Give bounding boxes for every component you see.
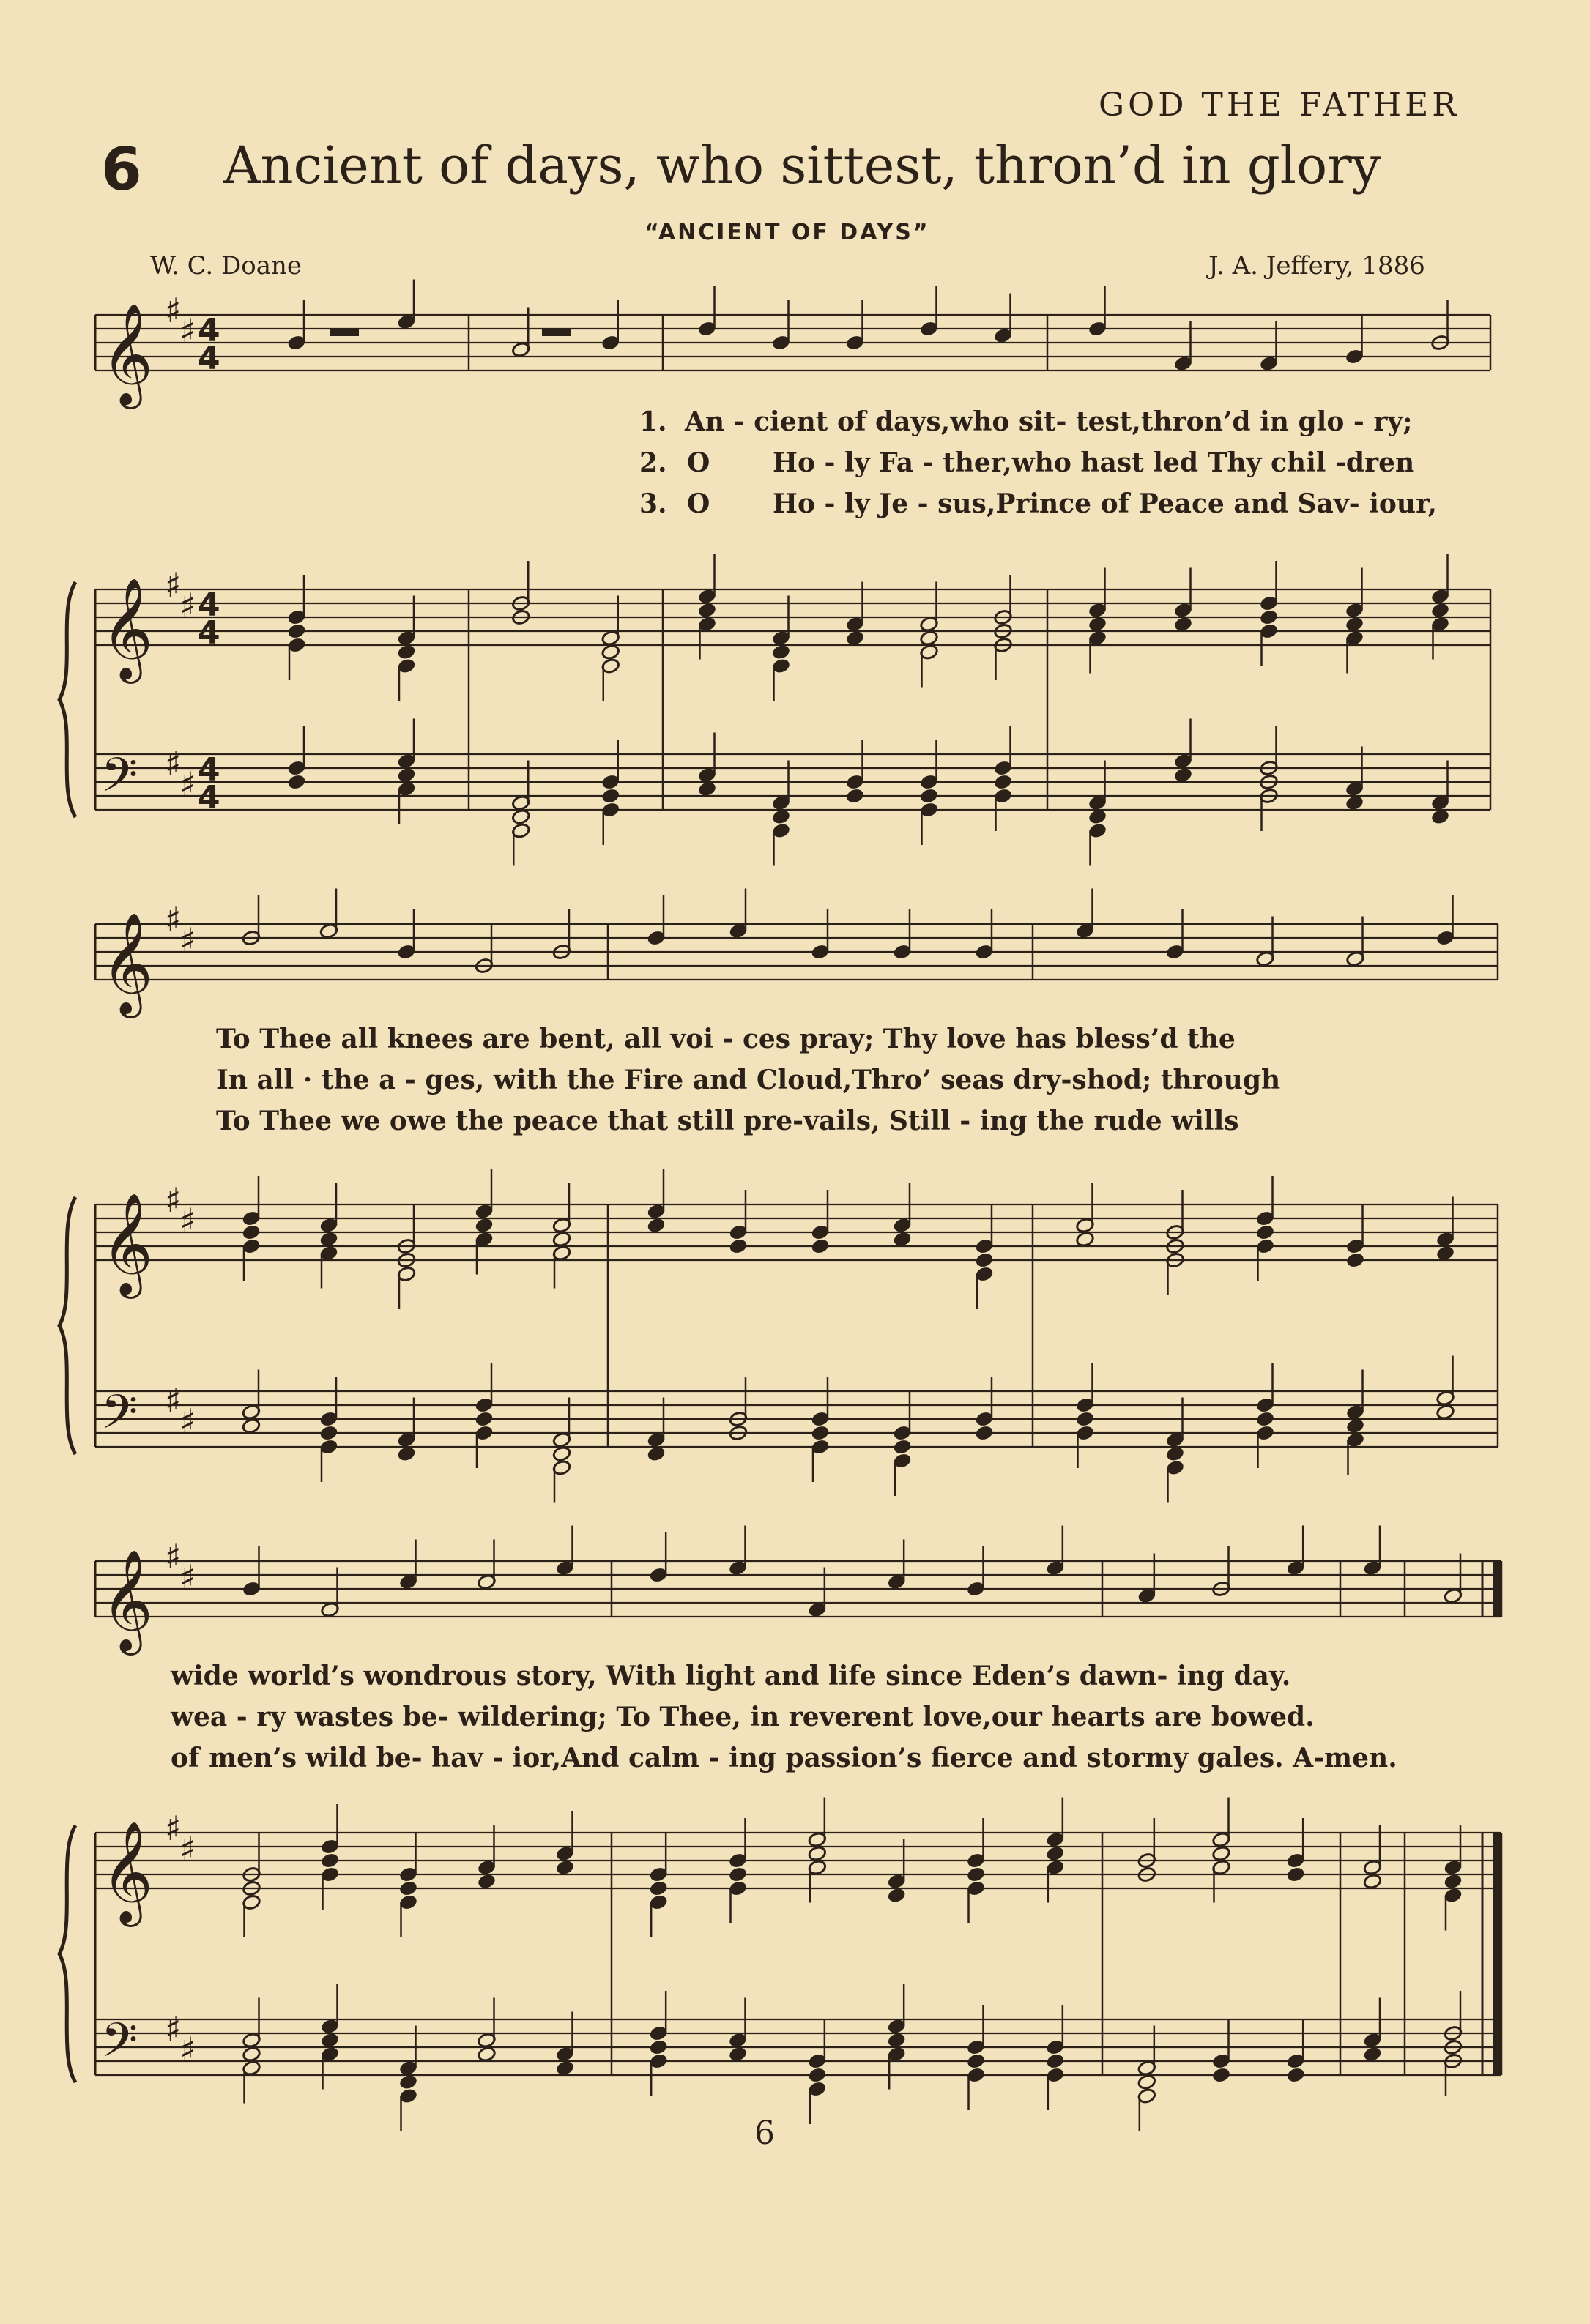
note-head: [808, 2067, 827, 2084]
note-head: [319, 1425, 338, 1442]
note-head: [242, 1418, 261, 1434]
treble-clef: 𝄞: [101, 1821, 153, 1923]
sharp-sign: ♯: [179, 2030, 196, 2069]
lyric-line: of men’s wild be- hav - ior,And calm - ing passion’s fierce and stormy gales. A-men.: [171, 1743, 1397, 1773]
section-header: GOD THE FATHER: [1099, 86, 1460, 124]
final-barline: [1493, 1833, 1501, 2075]
note-head: [1259, 609, 1278, 626]
author-credit: W. C. Doane: [150, 251, 302, 280]
note-head: [1345, 1418, 1364, 1434]
note-head: [242, 1224, 261, 1241]
note-head: [1046, 1845, 1065, 1862]
note-head: [649, 1880, 668, 1897]
lyric-line: An - cient of days,who sit- test,thron’d in glo - ry;: [685, 406, 1413, 437]
note-head: [887, 1887, 906, 1904]
composer-credit: J. A. Jeffery, 1886: [1208, 251, 1425, 280]
note-head: [552, 1231, 571, 1248]
lyric-line: wide world’s wondrous story, With light and life since Eden’s dawn- ing day.: [171, 1661, 1291, 1691]
note-head: [397, 767, 416, 783]
whole-rest: [330, 329, 359, 336]
lyric-line: Ho - ly Je - sus,Prince of Peace and Sav- iour,: [773, 488, 1437, 519]
note-head: [552, 1445, 571, 1462]
note-head: [555, 1859, 574, 1876]
note-head: [728, 1866, 747, 1883]
note-head: [649, 2039, 668, 2056]
note-head: [1363, 1873, 1382, 1890]
lyric-line: In all · the a - ges, with the Fire and Cloud,Thro’ seas dry-shod; through: [216, 1065, 1281, 1095]
note-head: [1345, 616, 1364, 633]
note-head: [811, 1425, 830, 1442]
whole-rest: [542, 329, 571, 336]
brace: [59, 1197, 75, 1454]
note-head: [975, 1252, 994, 1269]
note-head: [919, 788, 938, 805]
note-head: [1286, 1866, 1305, 1883]
note-head: [601, 644, 620, 660]
sharp-sign: ♯: [165, 291, 182, 330]
note-head: [966, 1866, 985, 1883]
sharp-sign: ♯: [179, 764, 196, 804]
note-head: [771, 644, 790, 660]
note-head: [477, 1873, 496, 1890]
note-head: [728, 2046, 747, 2063]
treble-clef: 𝄞: [101, 1193, 153, 1295]
note-head: [845, 788, 864, 805]
note-head: [975, 1425, 994, 1442]
verse-pickup: O: [687, 447, 710, 478]
note-head: [966, 2053, 985, 2070]
note-head: [1444, 1873, 1463, 1890]
note-head: [1430, 808, 1449, 825]
note-head: [697, 781, 716, 797]
note-head: [1173, 616, 1192, 633]
note-head: [1345, 1252, 1364, 1269]
note-head: [397, 1445, 416, 1462]
note-head: [1430, 602, 1449, 619]
note-head: [1173, 767, 1192, 783]
note-head: [1088, 616, 1107, 633]
time-signature-bottom: 4: [198, 614, 220, 652]
note-head: [397, 644, 416, 660]
sharp-sign: ♯: [165, 900, 182, 939]
note-head: [1435, 1245, 1455, 1262]
verse-number: 2.: [639, 447, 667, 478]
sharp-sign: ♯: [165, 565, 182, 605]
final-barline: [1493, 1561, 1501, 1617]
time-signature-bottom: 4: [198, 779, 220, 816]
sharp-sign: ♯: [179, 586, 196, 625]
note-head: [475, 1411, 494, 1428]
note-head: [398, 1880, 417, 1897]
note-head: [1435, 1404, 1455, 1420]
note-head: [287, 774, 306, 791]
bass-clef: 𝄢: [101, 1385, 138, 1451]
verse-number: 1.: [639, 406, 667, 437]
note-head: [845, 630, 864, 647]
sharp-sign: ♯: [179, 1829, 196, 1869]
note-head: [398, 2074, 417, 2090]
note-head: [697, 602, 716, 619]
note-head: [993, 774, 1012, 791]
sharp-sign: ♯: [179, 1557, 196, 1597]
sharp-sign: ♯: [179, 1201, 196, 1240]
note-head: [729, 1238, 748, 1255]
hymn-title: Ancient of days, who sittest, thron’d in glory: [223, 135, 1381, 195]
note-head: [1165, 1445, 1184, 1462]
bass-clef: 𝄢: [101, 748, 138, 814]
treble-clef: 𝄞: [101, 578, 153, 679]
note-head: [1363, 2046, 1382, 2063]
sharp-sign: ♯: [165, 1180, 182, 1220]
note-head: [1255, 1224, 1274, 1241]
hymn-number: 6: [101, 135, 142, 204]
sharp-sign: ♯: [165, 1809, 182, 1848]
note-head: [808, 1845, 827, 1862]
note-head: [320, 1852, 339, 1869]
treble-clef: 𝄞: [101, 303, 153, 405]
note-head: [511, 808, 530, 825]
note-head: [887, 2032, 906, 2049]
sharp-sign: ♯: [165, 2009, 182, 2049]
note-head: [320, 2032, 339, 2049]
note-head: [1211, 2067, 1230, 2084]
sharp-sign: ♯: [165, 1381, 182, 1420]
note-head: [287, 623, 306, 640]
note-head: [647, 1445, 666, 1462]
note-head: [1088, 808, 1107, 825]
note-head: [555, 2060, 574, 2077]
treble-clef: 𝄞: [101, 1549, 153, 1651]
note-head: [1345, 794, 1364, 811]
note-head: [319, 1231, 338, 1248]
time-signature-top: 4: [198, 586, 220, 624]
lyric-line: wea - ry wastes be- wildering; To Thee, in reverent love,our hearts are bowed.: [171, 1702, 1315, 1732]
lyric-line: Ho - ly Fa - ther,who hast led Thy chil -dren: [773, 447, 1415, 478]
note-head: [893, 1439, 912, 1456]
page-number: 6: [754, 2115, 775, 2152]
note-head: [1075, 1231, 1094, 1248]
lyric-line: To Thee we owe the peace that still pre-vails, Still - ing the rude wills: [216, 1106, 1239, 1136]
note-head: [242, 2046, 261, 2063]
verse-pickup: O: [687, 488, 710, 519]
brace: [59, 582, 75, 817]
note-head: [919, 630, 938, 647]
sharp-sign: ♯: [179, 311, 196, 351]
note-head: [477, 2046, 496, 2063]
note-head: [647, 1217, 666, 1234]
verse-number: 3.: [639, 488, 667, 519]
sharp-sign: ♯: [179, 920, 196, 960]
time-signature-top: 4: [198, 312, 220, 349]
note-head: [893, 1231, 912, 1248]
note-head: [1075, 1411, 1094, 1428]
treble-clef: 𝄞: [101, 912, 153, 1014]
note-head: [1046, 2053, 1065, 2070]
time-signature-top: 4: [198, 751, 220, 789]
sharp-sign: ♯: [179, 1401, 196, 1441]
note-head: [1211, 1845, 1230, 1862]
lyric-line: To Thee all knees are bent, all voi - ces pray; Thy love has bless’d the: [216, 1024, 1236, 1054]
note-head: [811, 1238, 830, 1255]
sharp-sign: ♯: [165, 1537, 182, 1576]
note-head: [1286, 2067, 1305, 2084]
sharp-sign: ♯: [165, 744, 182, 783]
note-head: [1255, 1411, 1274, 1428]
tune-name: “ANCIENT OF DAYS”: [644, 220, 930, 245]
bass-clef: 𝄢: [101, 2014, 138, 2079]
brace: [59, 1825, 75, 2082]
note-head: [475, 1217, 494, 1234]
note-head: [1137, 2074, 1156, 2090]
note-head: [771, 808, 790, 825]
time-signature-bottom: 4: [198, 340, 220, 377]
note-head: [601, 788, 620, 805]
